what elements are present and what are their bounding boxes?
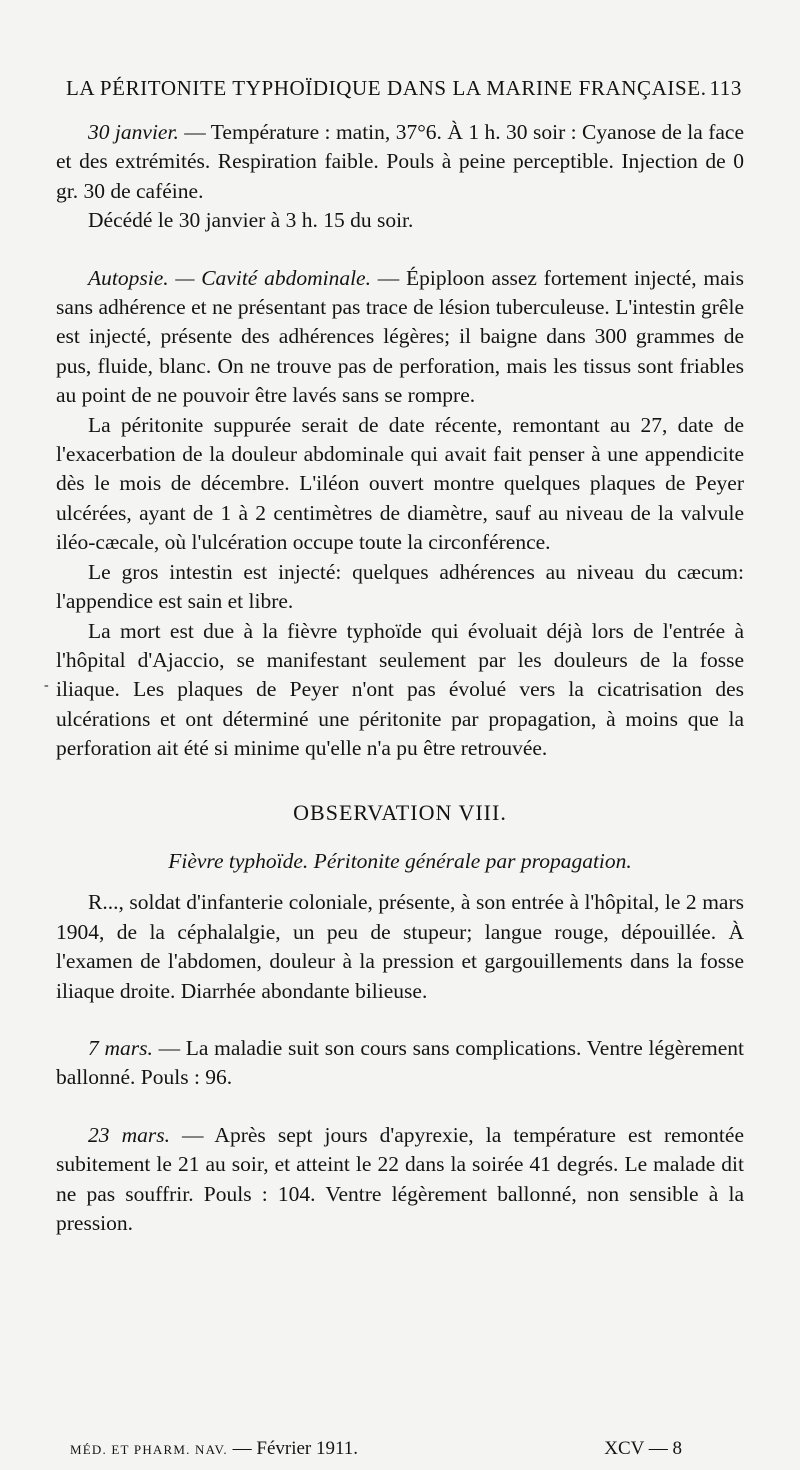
paragraph-text: — La maladie suit son cours sans complications. Ventre légèrement ballonné. Pouls : 96. (56, 1035, 744, 1090)
page-body (56, 118, 744, 1238)
observation-title: OBSERVATION VIII. (293, 799, 507, 825)
footer-date: — Février 1911. (232, 1438, 359, 1459)
entry-date: 7 mars. (88, 1035, 153, 1060)
paragraph-23-mars (56, 1121, 744, 1239)
entry-date: 30 janvier. (88, 120, 179, 144)
page-number: 113 (709, 76, 742, 100)
paragraph-gros-intestin: Le gros intestin est injecté: quelques adhérences au niveau du cæcum: l'appendice est sain et libre. (56, 559, 744, 614)
paragraph-conclusion: La mort est due à la fièvre typhoïde qui évoluait déjà lors de l'entrée à l'hôpital d'Ajaccio, se manifestant seulement par les douleurs de la fosse iliaque. Les plaques de Peyer n'ont pas évolué vers la cicatrisation des ulcérations et ont déterminé une péritonite par propagation, à moins que la perforation ait été si minime qu'elle n'a pu être retrouvée. (56, 618, 744, 761)
paragraph-entree: R..., soldat d'infanterie coloniale, présente, à son entrée à l'hôpital, le 2 mars 1904, de la céphalalgie, un peu de stupeur; langue rouge, dépouillée. À l'examen de l'abdomen, douleur à la pression et gargouillements dans la fosse iliaque droite. Diarrhée abondante bilieuse. (56, 890, 744, 1003)
journal-abbrev: MÉD. ET PHARM. NAV. (70, 1442, 228, 1457)
header-title: LA PÉRITONITE TYPHOÏDIQUE DANS LA MARINE FRANÇAISE. (66, 76, 707, 100)
paragraph-30-janvier (56, 118, 744, 206)
paragraph-text: — Après sept jours d'apyrexie, la température est remontée subitement le 21 au soir, et atteint le 22 dans la soirée 41 degrés. Le malade dit ne pas souffrir. Pouls : 104. Ventre légèrement ballonné, non sensible à la pression. (56, 1122, 744, 1235)
signature-mark: XCV — 8 (604, 1438, 682, 1459)
paragraph-text: — Épiploon assez fortement injecté, mais sans adhérence et ne présentant pas trace de lésion tuberculeuse. L'intestin grêle est injecté, présente des adhérences légères; il baigne dans 300 grammes de pus, fluide, blanc. On ne trouve pas de perforation, mais les tissus sont friables au point de ne pouvoir être lavés sans se rompre. (56, 265, 744, 408)
running-header (66, 76, 742, 101)
autopsy-heading: Autopsie. — Cavité abdominale. (88, 265, 371, 290)
margin-mark: - (44, 678, 49, 693)
paragraph-peritonite: La péritonite suppurée serait de date récente, remontant au 27, date de l'exacerbation de la douleur abdominale qui avait fait penser à une appendicite dès le mois de décembre. L'iléon ouvert montre quelques plaques de Peyer ulcérées, ayant de 1 à 2 centimètres de diamètre, sauf au niveau de la valvule iléo-cæcale, où l'ulcération occupe toute la circonférence. (56, 412, 744, 555)
page-footer (70, 1438, 682, 1460)
paragraph-7-mars (56, 1034, 744, 1093)
entry-date: 23 mars. (88, 1122, 170, 1147)
observation-subtitle: Fièvre typhoïde. Péritonite générale par propagation. (168, 848, 632, 873)
paragraph-text: — Température : matin, 37°6. À 1 h. 30 soir : Cyanose de la face et des extrémités. Respiration faible. Pouls à peine perceptible. Injection de 0 gr. 30 de caféine. (56, 120, 744, 203)
paragraph-autopsie (56, 264, 744, 411)
footer-left (70, 1438, 358, 1460)
paragraph-deces: Décédé le 30 janvier à 3 h. 15 du soir. (88, 208, 414, 233)
